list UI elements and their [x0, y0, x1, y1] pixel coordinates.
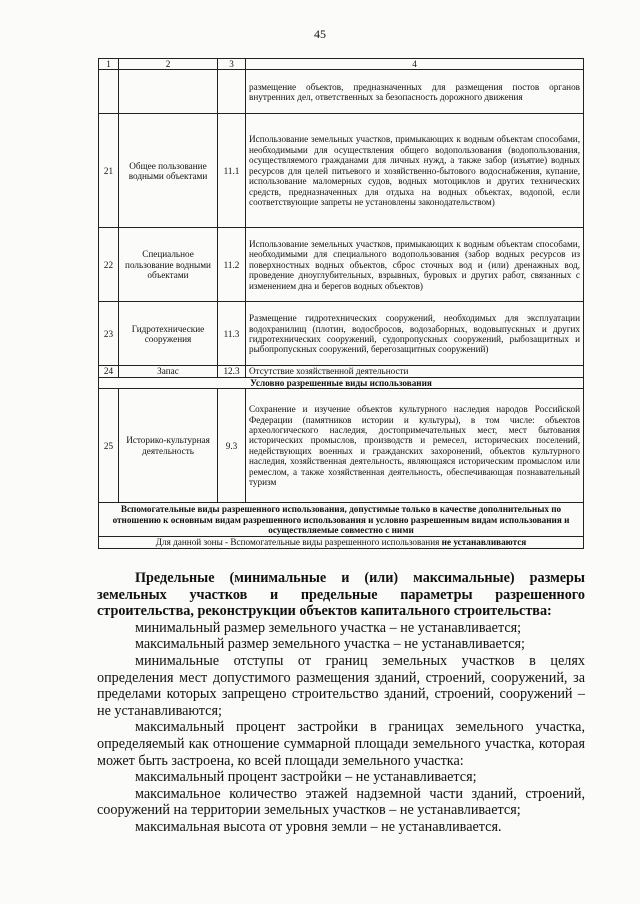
- use-name: [119, 70, 218, 114]
- use-description: Размещение гидротехнических сооружений, необходимых для эксплуатации водохранилищ (плотин, водосбросов, водозаборных, водовыпускных и других гидротехнических сооружений, судопропускных сооружений, рыбозащитных и рыбопропускных сооружений, берегозащитных сооружений): [246, 302, 584, 366]
- row-number: [99, 70, 119, 114]
- parameter-paragraph: максимальное количество этажей надземной части зданий, строений, сооружений на территории земельных участков – не устанавливается;: [97, 785, 585, 819]
- parameter-paragraph: максимальный размер земельного участка – не устанавливается;: [135, 636, 525, 653]
- use-description: Сохранение и изучение объектов культурного наследия народов Российской Федерации (памятников истории и культуры), в том числе: объектов археологического наследия, достопримечательных мест, мест бытования исторических промыслов, производств и ремесел, исторических поселений, недействующих военных и гражданских захоронений, объектов культурного наследия, хозяйственная деятельность, являющаяся историческим промыслом или ремеслом, а также хозяйственная деятельность, обеспечивающая познавательный туризм: [246, 389, 584, 503]
- auxiliary-note-text: Для данной зоны - Вспомогательные виды разрешенного использования: [155, 537, 442, 548]
- row-number: 23: [99, 302, 119, 366]
- auxiliary-note-emphasis: не устанавливаются: [441, 537, 527, 548]
- table-header-row: [99, 59, 584, 70]
- header-cell: 3: [218, 59, 246, 70]
- parameter-paragraph: максимальный процент застройки – не устанавливается;: [135, 769, 477, 786]
- auxiliary-note-row: [99, 537, 584, 548]
- table-row: [99, 302, 584, 366]
- parameters-heading: Предельные (минимальные и (или) максимальные) размеры земельных участков и предельные параметры разрешенного строительства, реконструкции объектов капитального строительства:: [97, 570, 585, 620]
- parameter-paragraph: максимальный процент застройки в границах земельного участка, определяемый как отношение суммарной площади земельного участка, которая может быть застроена, ко всей площади земельного участка:: [97, 719, 585, 769]
- auxiliary-section-row: [99, 503, 584, 537]
- use-name: Специальное пользование водными объектами: [119, 228, 218, 302]
- use-description: размещение объектов, предназначенных для размещения постов органов внутренних дел, ответственных за безопасность дорожного движения: [246, 70, 584, 114]
- table-row: [99, 389, 584, 503]
- use-code: 11.1: [218, 114, 246, 228]
- use-name: Запас: [119, 366, 218, 377]
- use-code: 11.3: [218, 302, 246, 366]
- header-cell: 2: [119, 59, 218, 70]
- use-description: Использование земельных участков, примыкающих к водным объектам способами, необходимыми для специального водопользования (забор водных ресурсов из поверхностных водных объектов, сброс сточных вод и (или) дренажных вод, проведение дноуглубительных, взрывных, буровых и других работ, связанных с изменением дна и берегов водных объектов): [246, 228, 584, 302]
- use-description: Использование земельных участков, примыкающих к водным объектам способами, необходимыми для осуществления общего водопользования (водопользования, осуществляемого гражданами для личных нужд, а также забор (изъятие) водных ресурсов для целей питьевого и хозяйственно-бытового водоснабжения, купание, использование маломерных судов, водных мотоциклов и других технических средств, предназначенных для отдыха на водных объектах, водопой, если соответствующие запреты не установлены законодательством): [246, 114, 584, 228]
- row-number: 24: [99, 366, 119, 377]
- parameter-paragraph: минимальные отступы от границ земельных участков в целях определения мест допустимого размещения зданий, строений, сооружений, за пределами которых запрещено строительство зданий, строений, сооружений – не устанавливаются;: [97, 652, 585, 719]
- use-name: Историко-культурная деятельность: [119, 389, 218, 503]
- table-row: [99, 70, 584, 114]
- parameters-section: [97, 570, 585, 836]
- land-use-table: [98, 58, 584, 549]
- table-row: [99, 366, 584, 377]
- use-code: 11.2: [218, 228, 246, 302]
- conditional-section-title: Условно разрешенные виды использования: [99, 377, 584, 388]
- auxiliary-section-title: Вспомогательные виды разрешенного использования, допустимые только в качестве дополнительных по отношению к основным видам разрешенного использования и условно разрешенным видам использования и осуществляемые совместно с ними: [99, 503, 584, 537]
- row-number: 21: [99, 114, 119, 228]
- use-code: 9.3: [218, 389, 246, 503]
- table-row: [99, 114, 584, 228]
- parameter-paragraph: максимальная высота от уровня земли – не устанавливается.: [135, 818, 502, 835]
- use-code: 12.3: [218, 366, 246, 377]
- use-name: Гидротехнические сооружения: [119, 302, 218, 366]
- header-cell: 1: [99, 59, 119, 70]
- use-name: Общее пользование водными объектами: [119, 114, 218, 228]
- row-number: 22: [99, 228, 119, 302]
- header-cell: 4: [246, 59, 584, 70]
- auxiliary-note: [99, 537, 584, 548]
- parameter-paragraph: минимальный размер земельного участка – не устанавливается;: [135, 619, 522, 636]
- conditional-section-row: [99, 377, 584, 388]
- use-code: [218, 70, 246, 114]
- row-number: 25: [99, 389, 119, 503]
- use-description: Отсутствие хозяйственной деятельности: [246, 366, 584, 377]
- table-row: [99, 228, 584, 302]
- page-number: 45: [314, 27, 326, 41]
